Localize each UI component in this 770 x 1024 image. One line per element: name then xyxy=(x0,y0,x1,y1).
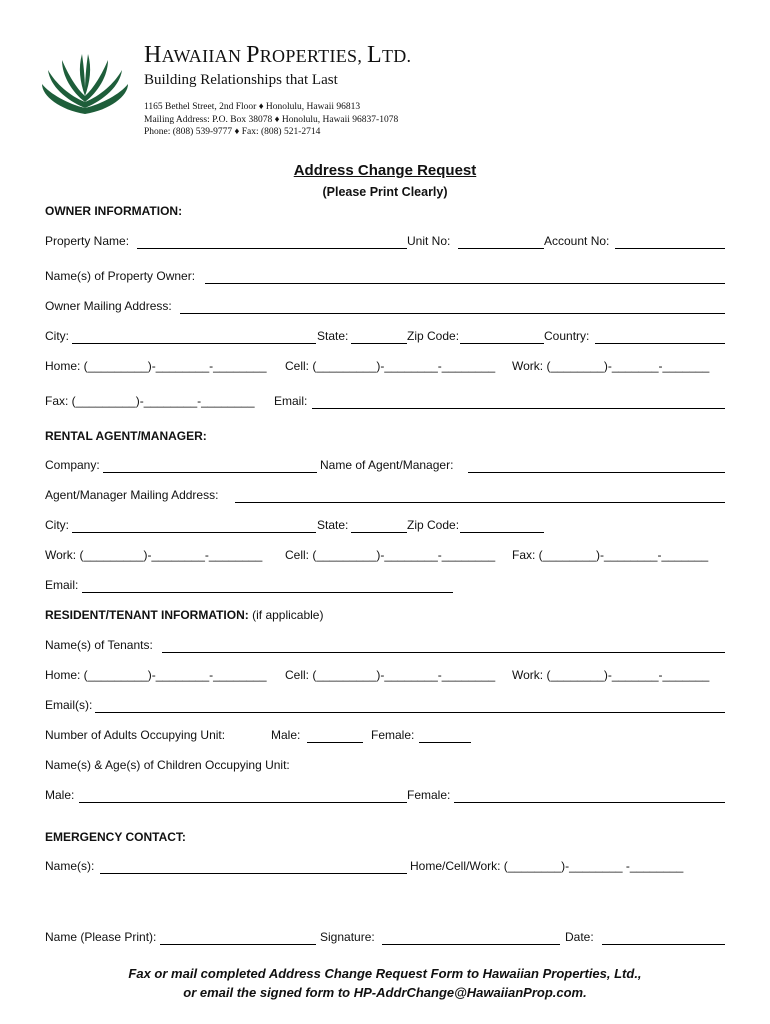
account-no-field[interactable] xyxy=(615,248,725,249)
print-name-label: Name (Please Print): xyxy=(45,930,157,944)
tenant-home-phone-field[interactable]: Home: (_________)-________-________ xyxy=(45,668,267,682)
owner-home-phone-field[interactable]: Home: (_________)-________-________ xyxy=(45,359,267,373)
tenant-names-field[interactable] xyxy=(162,652,725,653)
tenant-cell-phone-field[interactable]: Cell: (_________)-________-________ xyxy=(285,668,496,682)
children-label: Name(s) & Age(s) of Children Occupying Unit: xyxy=(45,758,290,772)
date-field[interactable] xyxy=(602,944,725,945)
footer-instruction-line2: or email the signed form to HP-AddrChange@HawaiianProp.com. xyxy=(183,985,587,1000)
owner-state-label: State: xyxy=(317,329,349,343)
tenant-row-emails xyxy=(45,698,725,714)
owner-email-field[interactable] xyxy=(312,408,725,409)
footer-instruction-line1: Fax or mail completed Address Change Request Form to Hawaiian Properties, Ltd., xyxy=(128,966,642,981)
adults-label: Number of Adults Occupying Unit: xyxy=(45,728,226,742)
palm-leaf-logo-icon xyxy=(40,50,130,116)
owner-section-heading: OWNER INFORMATION: xyxy=(45,204,183,218)
tenant-row-children xyxy=(45,758,725,774)
agent-mailing-label: Agent/Manager Mailing Address: xyxy=(45,488,219,502)
agent-row-city xyxy=(45,518,725,534)
agent-row-company xyxy=(45,458,725,474)
print-name-field[interactable] xyxy=(160,944,316,945)
unit-no-field[interactable] xyxy=(458,248,544,249)
company-tagline: Building Relationships that Last xyxy=(144,72,338,88)
agent-fax-field[interactable]: Fax: (________)-________-_______ xyxy=(512,548,709,562)
agent-section-heading: RENTAL AGENT/MANAGER: xyxy=(45,429,207,443)
adults-female-field[interactable] xyxy=(419,742,471,743)
tenant-work-phone-field[interactable]: Work: (________)-_______-_______ xyxy=(512,668,710,682)
tenant-row-children-gender xyxy=(45,788,725,804)
emergency-names-field[interactable] xyxy=(100,873,407,874)
agent-state-label: State: xyxy=(317,518,349,532)
agent-zip-label: Zip Code: xyxy=(407,518,460,532)
emergency-section-heading: EMERGENCY CONTACT: xyxy=(45,830,186,844)
tenant-section-heading: RESIDENT/TENANT INFORMATION: (if applicable) xyxy=(45,608,324,622)
owner-country-label: Country: xyxy=(544,329,590,343)
phone-fax: Phone: (808) 539-9777 ♦ Fax: (808) 521-2714 xyxy=(144,127,321,137)
owner-city-field[interactable] xyxy=(72,343,316,344)
owner-row-city xyxy=(45,329,725,345)
adults-male-field[interactable] xyxy=(307,742,363,743)
owner-country-field[interactable] xyxy=(595,343,725,344)
tenant-row-phones xyxy=(45,668,725,684)
owner-row-fax-email xyxy=(45,394,725,410)
agent-state-field[interactable] xyxy=(351,532,407,533)
tenant-emails-label: Email(s): xyxy=(45,698,93,712)
children-male-field[interactable] xyxy=(79,802,407,803)
owner-names-field[interactable] xyxy=(205,283,725,284)
tenant-names-label: Name(s) of Tenants: xyxy=(45,638,153,652)
agent-city-label: City: xyxy=(45,518,69,532)
agent-company-label: Company: xyxy=(45,458,100,472)
signoff-row xyxy=(45,930,725,946)
agent-name-label: Name of Agent/Manager: xyxy=(320,458,454,472)
mailing-address: Mailing Address: P.O. Box 38078 ♦ Honolulu, Hawaii 96837-1078 xyxy=(144,115,399,125)
agent-row-email xyxy=(45,578,725,594)
date-label: Date: xyxy=(565,930,594,944)
account-no-label: Account No: xyxy=(544,234,610,248)
property-name-label: Property Name: xyxy=(45,234,130,248)
emergency-row xyxy=(45,859,725,875)
owner-row-property xyxy=(45,234,725,250)
agent-company-field[interactable] xyxy=(103,472,317,473)
owner-row-phones xyxy=(45,359,725,375)
owner-zip-field[interactable] xyxy=(460,343,544,344)
unit-no-label: Unit No: xyxy=(407,234,451,248)
children-male-label: Male: xyxy=(45,788,75,802)
owner-email-label: Email: xyxy=(274,394,308,408)
form-title: Address Change Request xyxy=(293,162,477,179)
tenant-emails-field[interactable] xyxy=(95,712,725,713)
adults-female-label: Female: xyxy=(371,728,415,742)
agent-email-label: Email: xyxy=(45,578,79,592)
owner-cell-phone-field[interactable]: Cell: (_________)-________-________ xyxy=(285,359,496,373)
agent-cell-phone-field[interactable]: Cell: (_________)-________-________ xyxy=(285,548,496,562)
agent-row-phones xyxy=(45,548,725,564)
owner-state-field[interactable] xyxy=(351,343,407,344)
agent-row-mailing xyxy=(45,488,725,504)
owner-work-phone-field[interactable]: Work: (________)-_______-_______ xyxy=(512,359,710,373)
children-female-label: Female: xyxy=(407,788,451,802)
agent-email-field[interactable] xyxy=(82,592,453,593)
street-address: 1165 Bethel Street, 2nd Floor ♦ Honolulu, Hawaii 96813 xyxy=(144,102,361,112)
form-subtitle: (Please Print Clearly) xyxy=(322,185,448,199)
agent-city-field[interactable] xyxy=(72,532,316,533)
tenant-row-names xyxy=(45,638,725,654)
owner-names-label: Name(s) of Property Owner: xyxy=(45,269,196,283)
signature-label: Signature: xyxy=(320,930,375,944)
owner-fax-field[interactable]: Fax: (_________)-________-________ xyxy=(45,394,255,408)
tenant-heading-note: (if applicable) xyxy=(252,608,324,622)
owner-city-label: City: xyxy=(45,329,69,343)
owner-zip-label: Zip Code: xyxy=(407,329,460,343)
owner-row-names xyxy=(45,269,725,285)
adults-male-label: Male: xyxy=(271,728,301,742)
emergency-phone-field[interactable]: Home/Cell/Work: (________)-________ -________ xyxy=(410,859,684,873)
owner-row-mailing xyxy=(45,299,725,315)
emergency-names-label: Name(s): xyxy=(45,859,95,873)
agent-zip-field[interactable] xyxy=(460,532,544,533)
owner-mailing-field[interactable] xyxy=(180,313,725,314)
agent-mailing-field[interactable] xyxy=(235,502,725,503)
agent-name-field[interactable] xyxy=(468,472,725,473)
owner-mailing-label: Owner Mailing Address: xyxy=(45,299,172,313)
property-name-field[interactable] xyxy=(137,248,407,249)
signature-field[interactable] xyxy=(382,944,560,945)
children-female-field[interactable] xyxy=(454,802,725,803)
agent-work-phone-field[interactable]: Work: (_________)-________-________ xyxy=(45,548,263,562)
company-name: HAWAIIAN PROPERTIES, LTD. xyxy=(144,42,412,68)
tenant-row-adults xyxy=(45,728,725,744)
